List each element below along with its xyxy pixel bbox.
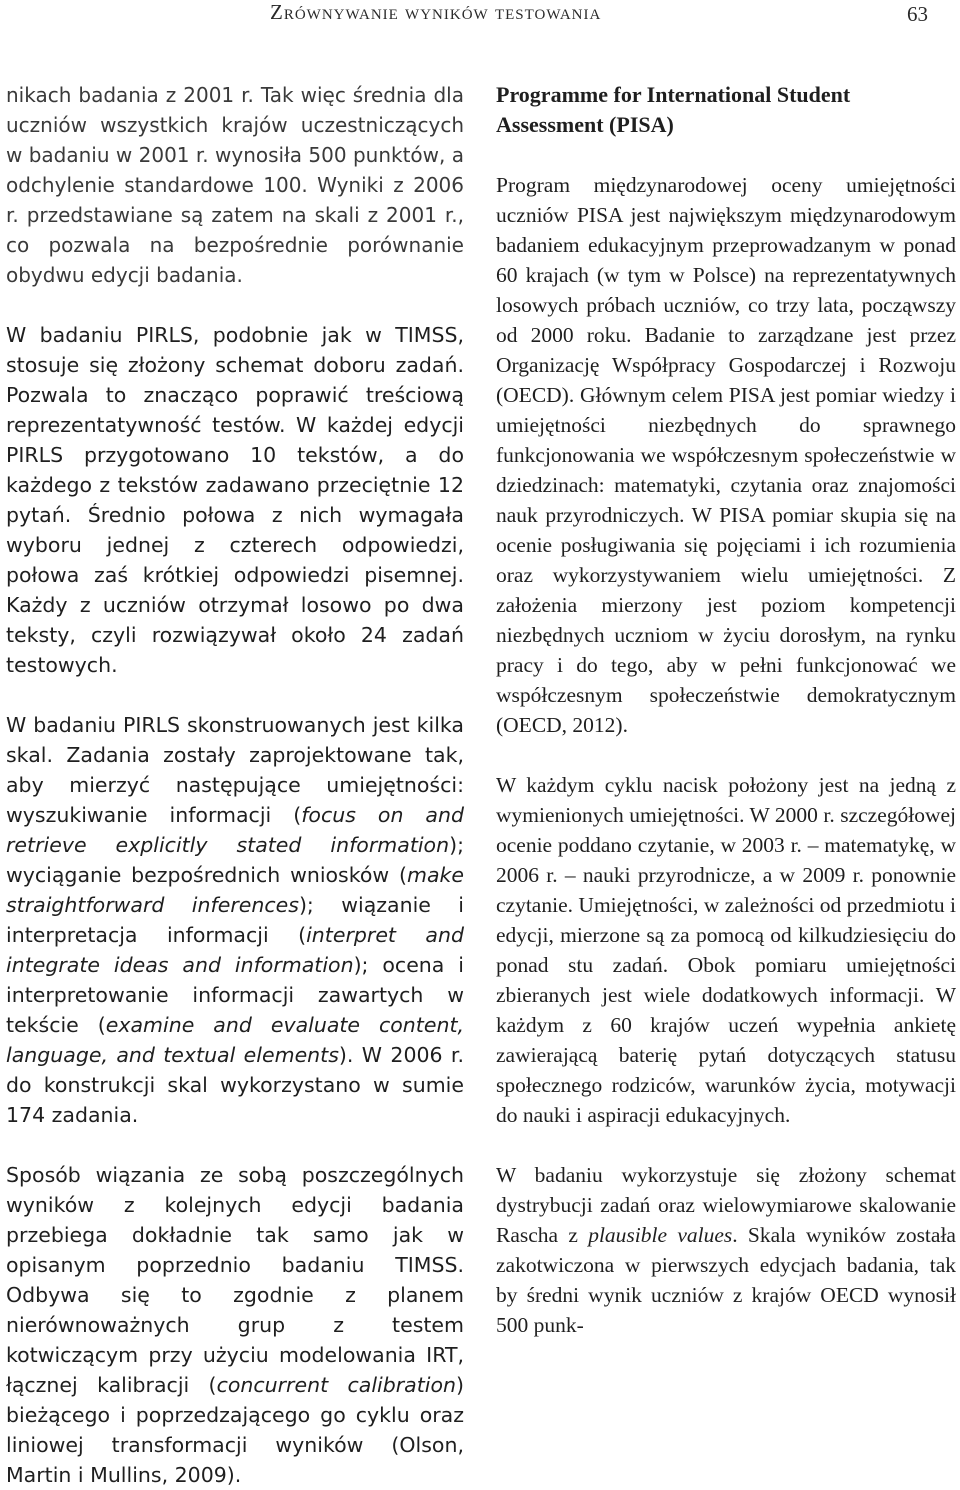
paragraph-pirls-design: W badaniu PIRLS, podobnie jak w TIMSS, stosuje się złożony schemat doboru zadań. Pozwala to znacząco poprawić treściową reprezentatywność testów. W każdej edycji PIRLS przygotowano 10 tekstów, a do każdego z tekstów zadawano przeciętnie 12 pytań. Średnio połowa z nich wymagała wyboru jednej z czterech odpowiedzi, połowa zaś krótkiej odpowiedzi pisemnej. Każdy z uczniów otrzymał losowo po dwa teksty, czyli rozwiązywał około 24 zadań testowych. [6, 323, 464, 677]
paragraph-scale-intro: nikach badania z 2001 r. Tak więc średnia dla uczniów wszystkich krajów uczestniczących w badaniu w 2001 r. wynosiła 500 punktów, a odchylenie standardowe 100. Wyniki z 2006 r. przedstawiane są zatem na skali z 2001 r., co pozwala na bezpośrednie porównanie obydwu edycji badania. [6, 83, 464, 287]
paragraph-pisa-cycles: W każdym cyklu nacisk położony jest na jedną z wymienionych umiejętności. W 2000 r. szczegółowej ocenie poddano czytanie, w 2003 r. – matematykę, w 2006 r. – nauki przyrodnicze, a w 2009 r. ponownie czytanie. Umiejętności, w zależności od przedmiotu i edycji, mierzone są za pomocą od kilkudziesięciu do ponad stu zadań. Obok pomiaru umiejętności zbieranych jest wiele dodatkowych informacji. W każdym z 60 krajów uczeń wypełnia ankietę zawierającą baterię pytań dotyczących statusu społecznego rodziców, warunków życia, motywacji do nauki i aspiracji edukacyjnych. [496, 773, 956, 1127]
page-number: 63 [907, 2, 928, 26]
paragraph-pisa-scaling: W badaniu wykorzystuje się złożony schemat dystrybucji zadań oraz wielowymiarowe skalowanie Rascha z plausible values. Skala wyników została zakotwiczona w pierwszych edycjach badania, tak by średni wynik uczniów z krajów OECD wynosił 500 punk- [496, 1163, 956, 1337]
running-title: Zrównywanie wyników testowania [270, 0, 602, 24]
paragraph-pirls-linking: Sposób wiązania ze sobą poszczególnych wyników z kolejnych edycji badania przebiega dokładnie tak samo jak w opisanym poprzednio badaniu TIMSS. Odbywa się to zgodnie z planem nierównoważnych grup z testem kotwiczącym przy użyciu modelowania IRT, łącznej kalibracji (concurrent calibration) bieżącego i poprzedzającego go cyklu oraz liniowej transformacji wyników (Olson, Martin i Mullins, 2009). [6, 1163, 464, 1487]
paragraph-pirls-scales: W badaniu PIRLS skonstruowanych jest kilka skal. Zadania zostały zaprojektowane tak, aby mierzyć następujące umiejętności: wyszukiwanie informacji (focus on and retrieve explicitly stated information); wyciąganie bezpośrednich wniosków (make straightforward inferences); wiązanie i interpretacja informacji (interpret and integrate ideas and information); ocena i interpretowanie informacji zawartych w tekście (examine and evaluate content, language, and textual elements). W 2006 r. do konstrukcji skal wykorzystano w sumie 174 zadania. [6, 713, 465, 1127]
right-column [496, 80, 956, 1340]
paragraph-pisa-intro: Program międzynarodowej oceny umiejętności uczniów PISA jest największym międzynarodowym badaniem edukacyjnym przeprowadzanym w ponad 60 krajach (w tym w Polsce) na reprezentatywnych losowych próbach uczniów, co trzy lata, począwszy od 2000 roku. Badanie to zarządzane jest przez Organizację Współpracy Gospodarczej i Rozwoju (OECD). Głównym celem PISA jest pomiar wiedzy i umiejętności niezbędnych do sprawnego funkcjonowania we współczesnym społeczeństwie w dziedzinach: matematyki, czytania oraz znajomości nauk przyrodniczych. W PISA pomiar skupia się na ocenie posługiwania się pojęciami i ich rozumienia oraz wykorzystywaniem wielu umiejętności. Z założenia mierzony jest poziom kompetencji niezbędnych uczniom w życiu dorosłym, na rynku pracy i do tego, aby w pełni funkcjonować we współczesnym społeczeństwie demokratycznym (OECD, 2012). [496, 173, 956, 737]
page-header [0, 0, 960, 34]
section-heading-pisa: Programme for International Student Assessment (PISA) [496, 82, 851, 137]
left-column [6, 80, 464, 1490]
